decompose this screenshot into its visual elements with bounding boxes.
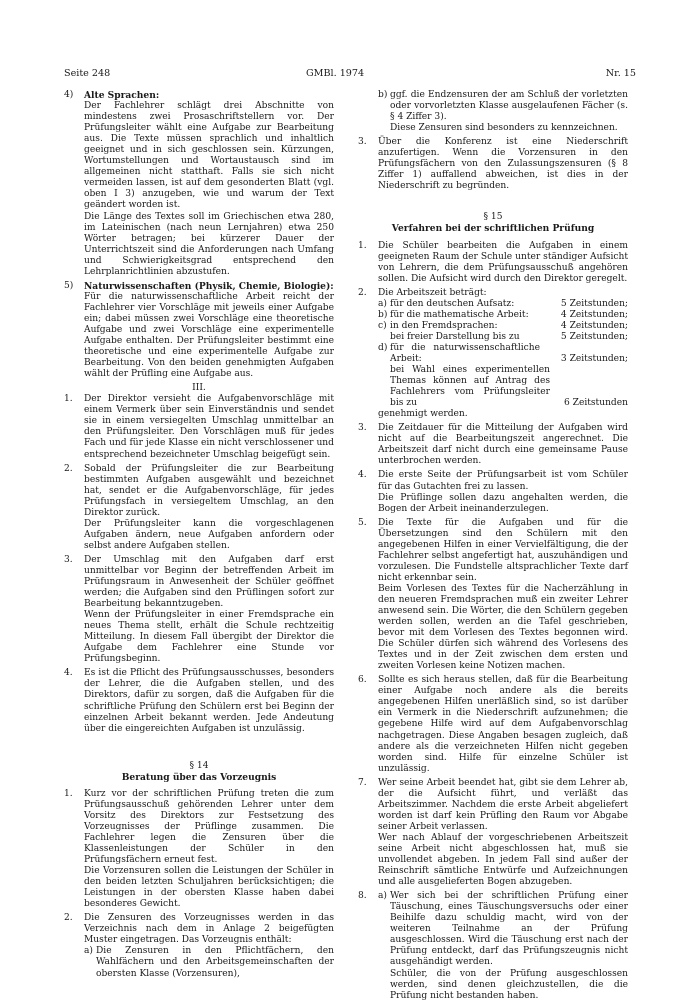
- paragraph: Die Arbeitszeit beträgt:: [378, 287, 487, 298]
- list-item: 6. Sollte es sich heraus stellen, daß für die Bearbeitung einer Aufgabe noch andere als die bereits angegebenen Hilfen unerläßlich sind, so ist darüber ein Vermerk in die Niederschrift aufzunehmen; die gegebene Hilfe wird auf dem Aufgabenvorschlag nachgetragen. Diese Angaben besagen zugleich, daß andere als die verzeichneten Hilfen nicht gegeben worden sind. Hilfe für einzelne Schüler ist unzulässig.: [358, 675, 628, 774]
- paragraph: Wenn der Prüfungsleiter in einer Fremdsprache ein neues Thema stellt, erhält die Schule rechtzeitig Mitteilung. In diesem Fall übergibt der Direktor die Aufgabe dem Fachlehrer eine Stunde vor Prüfungsbeginn.: [84, 610, 334, 665]
- left-column: [64, 90, 334, 983]
- list-item: 3. Die Zeitdauer für die Mitteilung der Aufgaben wird nicht auf die Bearbeitungszeit angerechnet. Die Arbeitszeit darf nicht durch eine gemeinsame Pause unterbrochen werden.: [358, 423, 628, 467]
- paragraph: Wer seine Arbeit beendet hat, gibt sie dem Lehrer ab, der die Aufsicht führt, und verläßt das Arbeitszimmer. Nachdem die erste Arbeit abgeliefert worden ist darf kein Prüfling den Raum vor Abgabe seiner Arbeit verlassen.: [378, 777, 628, 832]
- paragraph: Die Zensuren des Vorzeugnisses werden in das Verzeichnis nach dem in Anlage 2 beigefügten Muster eingetragen. Das Vorzeugnis enthält:: [84, 913, 334, 946]
- issue-number: Nr. 15: [605, 68, 636, 79]
- list-item: 4) Alte Sprachen: Der Fachlehrer schlägt drei Abschnitte von mindestens zwei Prosaschriftstellern vor. Der Prüfungsleiter wählt eine Aufgabe zur Bearbeitung aus. Die Texte müssen sprachlich und inhaltlich geeignet und in sich geschlossen sein. Kürzungen, Wortumstellungen und Wortaustausch sind im allgemeinen nicht statthaft. Falls sie sich nicht vermeiden lassen, ist auf dem gesonderten Blatt (vgl. oben I 3) anzugeben, wie und warum der Text geändert worden ist. Die Länge des Textes soll im Griechischen etwa 280, im Lateinischen (nach neun Lernjahren) etwa 250 Wörter betragen; bei kürzerer Dauer der Unterrichtszeit sind die Anforderungen nach Umfang und Schwierigkeitsgrad entsprechend den Lehrplanrichtlinien abzustufen.: [64, 90, 334, 277]
- worktime-row: b) für die mathematische Arbeit: 4 Zeitstunden;: [378, 309, 628, 320]
- paragraph: Über die Konferenz ist eine Niederschrift anzufertigen. Wenn die Vorzensuren in den Prüfungsfächern von den Zulassungszensuren (§ 8 Ziffer 1) auffallend abweichen, ist dies in der Niederschrift zu begründen.: [378, 137, 628, 192]
- paragraph: Für die naturwissenschaftliche Arbeit reicht der Fachlehrer vier Vorschläge mit jeweils einer Aufgabe ein; dabei müssen zwei Vorschläge eine theoretische Aufgabe und zwei Vorschläge eine experimentelle Aufgabe enthalten. Der Prüfungsleiter bestimmt eine theoretische und eine experimentelle Aufgabe zur Bearbeitung. Von den beiden genehmigten Aufgaben wählt der Prüfling eine Aufgabe aus.: [84, 291, 334, 380]
- paragraph: Die Prüflinge sollen dazu angehalten werden, die Bogen der Arbeit ineinanderzulegen.: [378, 492, 628, 514]
- sub-item: a) Die Zensuren in den Pflichtfächern, den Wahlfächern und den Arbeitsgemeinschaften der obersten Klasse (Vorzensuren),: [84, 946, 334, 979]
- paragraph: Die erste Seite der Prüfungsarbeit ist vom Schüler für das Gutachten frei zu lassen.: [378, 470, 628, 492]
- list-item: [358, 90, 628, 134]
- paragraph: Die Länge des Textes soll im Griechischen etwa 280, im Lateinischen (nach neun Lernjahren) etwa 250 Wörter betragen; bei kürzerer Dauer der Unterrichtszeit sind die Anforderungen nach Umfang und Schwierigkeitsgrad entsprechend den Lehrplanrichtlinien abzustufen.: [84, 211, 334, 277]
- list-item: 4. Es ist die Pflicht des Prüfungsausschusses, besonders der Lehrer, die die Aufgaben stellen, und des Direktors, dafür zu sorgen, daß die Aufgaben für die schriftliche Prüfung den Schülern erst bei Beginn der einzelnen Arbeit bekannt werden. Jede Andeutung über die eingereichten Aufgaben ist unzulässig.: [64, 668, 334, 734]
- list-item: 5) Naturwissenschaften (Physik, Chemie, Biologie): Für die naturwissenschaftliche Arbeit reicht der Fachlehrer vier Vorschläge mit jeweils einer Aufgabe ein; dabei müssen zwei Vorschläge eine theoretische Aufgabe und zwei Vorschläge eine experimentelle Aufgabe enthalten. Der Prüfungsleiter bestimmt eine theoretische und eine experimentelle Aufgabe zur Bearbeitung. Von den beiden genehmigten Aufgaben wählt der Prüfling eine Aufgabe aus.: [64, 280, 334, 380]
- list-item: 3. Der Umschlag mit den Aufgaben darf erst unmittelbar vor Beginn der betreffenden Arbeit im Prüfungsraum in Anwesenheit der Schüler geöffnet werden; die Aufgaben sind den Prüflingen sofort zur Bearbeitung bekanntzugeben. Wenn der Prüfungsleiter in einer Fremdsprache ein neues Thema stellt, erhält die Schule rechtzeitig Mitteilung. In diesem Fall übergibt der Direktor die Aufgabe dem Fachlehrer eine Stunde vor Prüfungsbeginn.: [64, 554, 334, 665]
- worktime-row: a) für den deutschen Aufsatz: 5 Zeitstunden;: [378, 298, 628, 309]
- worktime-row: c) in den Fremdsprachen: 4 Zeitstunden; bei freier Darstellung bis zu 5 Zeitstunden;: [378, 320, 628, 342]
- list-item: 2. Sobald der Prüfungsleiter die zur Bearbeitung bestimmten Aufgaben ausgewählt und bezeichnet hat, sendet er die Aufgabenvorschläge, für jedes Prüfungsfach in versiegeltem Umschlag, an den Direktor zurück. Der Prüfungsleiter kann die vorgeschlagenen Aufgaben ändern, neue Aufgaben anfordern oder selbst andere Aufgaben stellen.: [64, 463, 334, 551]
- list-item: 2. Die Zensuren des Vorzeugnisses werden in das Verzeichnis nach dem in Anlage 2 beigefügten Muster eingetragen. Das Vorzeugnis enthält: a) Die Zensuren in den Pflichtfächern, den Wahlfächern und den Arbeitsgemeinschaften der obersten Klasse (Vorzensuren),: [64, 913, 334, 979]
- section-title: Beratung über das Vorzeugnis: [121, 771, 277, 783]
- section-title: Verfahren bei der schriftlichen Prüfung: [391, 223, 595, 235]
- list-item: 1. Kurz vor der schriftlichen Prüfung treten die zum Prüfungsausschuß gehörenden Lehrer unter dem Vorsitz des Direktors zur Festsetzung des Vorzeugnisses der Prüflinge zusammen. Die Fachlehrer legen die Zensuren über die Klassenleistungen der Schüler in den Prüfungsfächern erneut fest. Die Vorzensuren sollen die Leistungen der Schüler in den beiden letzten Schuljahren berücksichtigen; die Leistungen in der obersten Klasse haben dabei besonderes Gewicht.: [64, 788, 334, 910]
- sub-item: b) ggf. die Endzensuren der am Schluß der vorletzten oder vorvorletzten Klasse ausgelaufenen Fächer (s. § 4 Ziffer 3). Diese Zensuren sind besonders zu kennzeichnen.: [378, 90, 628, 134]
- paragraph: Sollte es sich heraus stellen, daß für die Bearbeitung einer Aufgabe noch andere als die bereits angegebenen Hilfen unerläßlich sind, so ist darüber ein Vermerk in die Niederschrift aufzunehmen; die gegebene Hilfe wird auf dem Aufgabenvorschlag nachgetragen. Diese Angaben besagen zugleich, daß andere als die verzeichneten Hilfen nicht gegeben worden sind. Hilfe für einzelne Schüler ist unzulässig.: [378, 675, 628, 774]
- worktime-row: d) für die naturwissenschaftliche Arbeit: 3 Zeitstunden; bei Wahl eines experimentellen Themas können auf Antrag des Fachlehrers vom Prüfungsleiter bis zu 6 Zeitstunden: [378, 342, 628, 409]
- page-header: [64, 68, 636, 82]
- paragraph: Die Vorzensuren sollen die Leistungen der Schüler in den beiden letzten Schuljahren berücksichtigen; die Leistungen in der obersten Klasse haben dabei besonderes Gewicht.: [84, 866, 334, 910]
- page-number: Seite 248: [64, 68, 111, 79]
- section-number: § 14: [189, 760, 209, 771]
- paragraph: Die Texte für die Aufgaben und für die Übersetzungen sind den Schülern mit den angegebenen Hilfen in einer Vervielfältigung, die der Fachlehrer selbst angefertigt hat, auszuhändigen und vorzulesen. Die Fundstelle altsprachlicher Texte darf nicht erkennbar sein.: [378, 517, 628, 583]
- paragraph: Sobald der Prüfungsleiter die zur Bearbeitung bestimmten Aufgaben ausgewählt und bezeichnet hat, sendet er die Aufgabenvorschläge, für jedes Prüfungsfach in versiegeltem Umschlag, an den Direktor zurück.: [84, 463, 334, 518]
- list-item: 1. Der Direktor versieht die Aufgabenvorschläge mit einem Vermerk über sein Einverständnis und sendet sie in einem versiegelten Umschlag unmittelbar an den Prüfungsleiter. Den Vorschlägen muß für jedes Fach und für jede Klasse ein nicht verschlossener und entsprechend bezeichneter Umschlag beigefügt sein.: [64, 394, 334, 460]
- list-item: 3. Über die Konferenz ist eine Niederschrift anzufertigen. Wenn die Vorzensuren in den Prüfungsfächern von den Zulassungszensuren (§ 8 Ziffer 1) auffallend abweichen, ist dies in der Niederschrift zu begründen.: [358, 137, 628, 192]
- list-item: 2. Die Arbeitszeit beträgt: a) für den deutschen Aufsatz: 5 Zeitstunden; b) für die mathematische Arbeit: 4 Zeitstunden; c) in den Fremdsprachen: 4 Zeitstunden; bei freier Darstellung bis zu 5 Zeitstunden; d) für die naturwissenschaftliche Arbeit: 3 Zeitstunden; bei Wahl eines experimentellen Themas können auf Antrag des Fachlehrers vom Prüfungsleiter bis zu 6 Zeitstunden genehmigt werden.: [358, 287, 628, 420]
- sub-item: a) Wer sich bei der schriftlichen Prüfung einer Täuschung, eines Täuschungsversuchs oder einer Beihilfe dazu schuldig macht, wird von der weiteren Teilnahme an der Prüfung ausgeschlossen. Wird die Täuschung erst nach der Prüfung entdeckt, darf das Prüfungszeugnis nicht ausgehändigt werden. Schüler, die von der Prüfung ausgeschlossen werden, sind denen gleichzustellen, die die Prüfung nicht bestanden haben.: [378, 891, 628, 1001]
- paragraph: Kurz vor der schriftlichen Prüfung treten die zum Prüfungsausschuß gehörenden Lehrer unter dem Vorsitz des Direktors zur Festsetzung des Vorzeugnisses der Prüflinge zusammen. Die Fachlehrer legen die Zensuren über die Klassenleistungen der Schüler in den Prüfungsfächern erneut fest.: [84, 788, 334, 866]
- right-column: [358, 90, 628, 1005]
- section-heading: Naturwissenschaften (Physik, Chemie, Biologie):: [84, 280, 334, 292]
- list-item: 7. Wer seine Arbeit beendet hat, gibt sie dem Lehrer ab, der die Aufsicht führt, und verläßt das Arbeitszimmer. Nachdem die erste Arbeit abgeliefert worden ist darf kein Prüfling den Raum vor Abgabe seiner Arbeit verlassen. Wer nach Ablauf der vorgeschriebenen Arbeitszeit seine Arbeit nicht abgeschlossen hat, muß sie unvollendet abgeben. In jedem Fall sind außer der Reinschrift sämtliche Entwürfe und Aufzeichnungen und alle ausgelieferten Bogen abzugeben.: [358, 777, 628, 888]
- paragraph: Der Prüfungsleiter kann die vorgeschlagenen Aufgaben ändern, neue Aufgaben anfordern oder selbst andere Aufgaben stellen.: [84, 518, 334, 551]
- publication-title: GMBl. 1974: [306, 68, 365, 79]
- list-item: 1. Die Schüler bearbeiten die Aufgaben in einem geeigneten Raum der Schule unter ständiger Aufsicht von Lehrern, die dem Prüfungsausschuß angehören sollen. Die Aufsicht wird durch den Direktor geregelt.: [358, 240, 628, 284]
- list-item: 5. Die Texte für die Aufgaben und für die Übersetzungen sind den Schülern mit den angegebenen Hilfen in einer Vervielfältigung, die der Fachlehrer selbst angefertigt hat, auszuhändigen und vorzulesen. Die Fundstelle altsprachlicher Texte darf nicht erkennbar sein. Beim Vorlesen des Textes für die Nacherzählung in den neueren Fremdsprachen muß ein zweiter Lehrer anwesend sein. Die Wörter, die den Schülern gegeben werden sollen, werden an die Tafel geschrieben, bevor mit dem Vorlesen des Textes begonnen wird. Die Schüler dürfen sich während des Vorlesens des Textes und in der Zeit zwischen dem ersten und zweiten Vorlesen keine Notizen machen.: [358, 517, 628, 672]
- paragraph: Die Schüler bearbeiten die Aufgaben in einem geeigneten Raum der Schule unter ständiger Aufsicht von Lehrern, die dem Prüfungsausschuß angehören sollen. Die Aufsicht wird durch den Direktor geregelt.: [378, 240, 628, 284]
- paragraph: Es ist die Pflicht des Prüfungsausschusses, besonders der Lehrer, die die Aufgaben stellen, und des Direktors, dafür zu sorgen, daß die Aufgaben für die schriftliche Prüfung den Schülern erst bei Beginn der einzelnen Arbeit bekannt werden. Jede Andeutung über die eingereichten Aufgaben ist unzulässig.: [84, 668, 334, 734]
- paragraph: Die Zeitdauer für die Mitteilung der Aufgaben wird nicht auf die Bearbeitungszeit angerechnet. Die Arbeitszeit darf nicht durch eine gemeinsame Pause unterbrochen werden.: [378, 423, 628, 467]
- section-number: § 15: [483, 212, 503, 223]
- paragraph: Wer nach Ablauf der vorgeschriebenen Arbeitszeit seine Arbeit nicht abgeschlossen hat, muß sie unvollendet abgeben. In jedem Fall sind außer der Reinschrift sämtliche Entwürfe und Aufzeichnungen und alle ausgelieferten Bogen abzugeben.: [378, 832, 628, 888]
- paragraph: Beim Vorlesen des Textes für die Nacherzählung in den neueren Fremdsprachen muß ein zweiter Lehrer anwesend sein. Die Wörter, die den Schülern gegeben werden sollen, werden an die Tafel geschrieben, bevor mit dem Vorlesen des Textes begonnen wird. Die Schüler dürfen sich während des Vorlesens des Textes und in der Zeit zwischen dem ersten und zweiten Vorlesen keine Notizen machen.: [378, 583, 628, 672]
- roman-heading: III.: [192, 383, 206, 394]
- list-item: 8. a) Wer sich bei der schriftlichen Prüfung einer Täuschung, eines Täuschungsversuchs oder einer Beihilfe dazu schuldig macht, wird von der weiteren Teilnahme an der Prüfung ausgeschlossen. Wird die Täuschung erst nach der Prüfung entdeckt, darf das Prüfungszeugnis nicht ausgehändigt werden. Schüler, die von der Prüfung ausgeschlossen werden, sind denen gleichzustellen, die die Prüfung nicht bestanden haben.: [358, 891, 628, 1001]
- paragraph: Der Umschlag mit den Aufgaben darf erst unmittelbar vor Beginn der betreffenden Arbeit im Prüfungsraum in Anwesenheit der Schüler geöffnet werden; die Aufgaben sind den Prüflingen sofort zur Bearbeitung bekanntzugeben.: [84, 554, 334, 610]
- section-heading: Alte Sprachen:: [84, 90, 160, 101]
- paragraph: Der Fachlehrer schlägt drei Abschnitte von mindestens zwei Prosaschriftstellern vor. Der Prüfungsleiter wählt eine Aufgabe zur Bearbeitung aus. Die Texte müssen sprachlich und inhaltlich geeignet und in sich geschlossen sein. Kürzungen, Wortumstellungen und Wortaustausch sind im allgemeinen nicht statthaft. Falls sie sich nicht vermeiden lassen, ist auf dem gesonderten Blatt (vgl. oben I 3) anzugeben, wie und warum der Text geändert worden ist.: [84, 101, 334, 211]
- paragraph: Der Direktor versieht die Aufgabenvorschläge mit einem Vermerk über sein Einverständnis und sendet sie in einem versiegelten Umschlag unmittelbar an den Prüfungsleiter. Den Vorschlägen muß für jedes Fach und für jede Klasse ein nicht verschlossener und entsprechend bezeichneter Umschlag beigefügt sein.: [84, 394, 334, 460]
- list-item: 4. Die erste Seite der Prüfungsarbeit ist vom Schüler für das Gutachten frei zu lassen. Die Prüflinge sollen dazu angehalten werden, die Bogen der Arbeit ineinanderzulegen.: [358, 470, 628, 514]
